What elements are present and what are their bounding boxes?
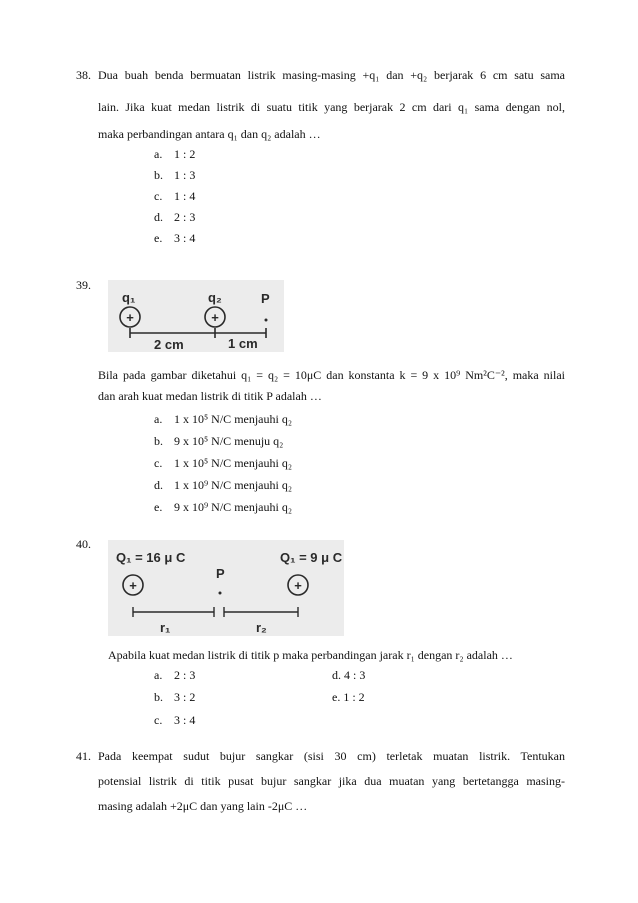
- answer-option-e[interactable]: e. 1 : 2: [332, 690, 365, 704]
- question-text: dan arah kuat medan listrik di titik P adalah …: [98, 389, 322, 403]
- answer-option-e[interactable]: e. 9 x 10⁹ N/C menjauhi q₂: [154, 500, 293, 514]
- question-number: 38.: [76, 68, 91, 82]
- answer-option-c[interactable]: c. 1 : 4: [154, 189, 196, 203]
- answer-option-d[interactable]: d. 1 x 10⁹ N/C menjauhi q₂: [154, 478, 293, 492]
- answer-option-b[interactable]: b. 9 x 10⁵ N/C menuju q₂: [154, 434, 284, 448]
- question-text: Dua buah benda bermuatan listrik masing-masing +q₁ dan +q₂ berjarak 6 cm satu sama: [98, 68, 565, 82]
- question-text: masing adalah +2μC dan yang lain -2μC …: [98, 799, 308, 813]
- answer-option-b[interactable]: b. 3 : 2: [154, 690, 196, 704]
- question-text: maka perbandingan antara q₁ dan q₂ adalah …: [98, 127, 321, 141]
- answer-option-a[interactable]: a. 1 : 2: [154, 147, 196, 161]
- question-number: 40.: [76, 537, 91, 551]
- plus-sign: +: [211, 310, 219, 325]
- distance-label-1cm: 1 cm: [228, 336, 258, 351]
- q2-label: Q₁ = 9 μ C: [280, 550, 343, 565]
- question-text: lain. Jika kuat medan listrik di suatu titik yang berjarak 2 cm dari q₁ sama dengan nol,: [98, 100, 565, 114]
- point-p-label: P: [216, 566, 225, 581]
- plus-sign: +: [294, 578, 302, 593]
- question-text: Bila pada gambar diketahui q₁ = q₂ = 10μC dan konstanta k = 9 x 10⁹ Nm²C⁻², maka nilai: [98, 368, 565, 382]
- r1-label: r₁: [160, 620, 171, 635]
- point-p-dot: [219, 592, 222, 595]
- question-text: Pada keempat sudut bujur sangkar (sisi 30 cm) terletak muatan listrik. Tentukan: [98, 749, 565, 763]
- answer-option-b[interactable]: b. 1 : 3: [154, 168, 196, 182]
- q2-label: q₂: [208, 290, 222, 305]
- answer-option-a[interactable]: a. 1 x 10⁵ N/C menjauhi q₂: [154, 412, 293, 426]
- answer-option-e[interactable]: e. 3 : 4: [154, 231, 196, 245]
- charge-diagram-40: [108, 540, 344, 636]
- charge-diagram-39: [108, 280, 284, 352]
- question-text: potensial listrik di titik pusat bujur sangkar jika dua muatan yang bertetangga masing-: [98, 774, 565, 788]
- plus-sign: +: [129, 578, 137, 593]
- point-p-label: P: [261, 291, 270, 306]
- plus-sign: +: [126, 310, 134, 325]
- q1-label: q₁: [122, 290, 136, 305]
- answer-option-a[interactable]: a. 2 : 3: [154, 668, 196, 682]
- answer-option-c[interactable]: c. 3 : 4: [154, 713, 196, 727]
- point-p-dot: [265, 319, 268, 322]
- answer-option-c[interactable]: c. 1 x 10⁵ N/C menjauhi q₂: [154, 456, 293, 470]
- answer-option-d[interactable]: d. 2 : 3: [154, 210, 196, 224]
- question-number: 41.: [76, 749, 91, 763]
- r2-label: r₂: [256, 620, 267, 635]
- answer-option-d[interactable]: d. 4 : 3: [332, 668, 366, 682]
- q1-label: Q₁ = 16 μ C: [116, 550, 186, 565]
- question-text: Apabila kuat medan listrik di titik p maka perbandingan jarak r₁ dengan r₂ adalah …: [108, 648, 513, 662]
- question-number: 39.: [76, 278, 91, 292]
- distance-label-2cm: 2 cm: [154, 337, 184, 352]
